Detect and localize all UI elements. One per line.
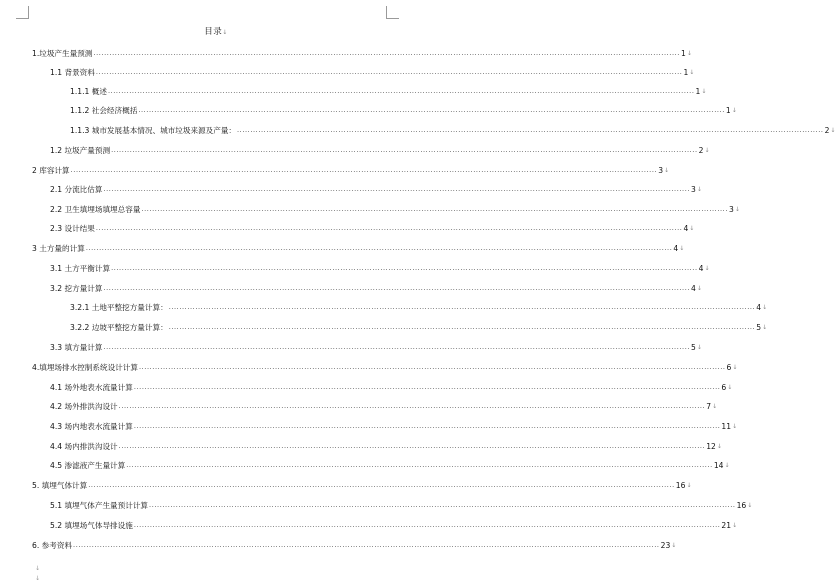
toc-entry-page: 4 xyxy=(698,264,704,273)
crop-mark-top-right xyxy=(386,6,399,19)
toc-entry[interactable] xyxy=(50,383,733,392)
toc-entry-page: 1 xyxy=(725,106,731,115)
paragraph-mark: ↓ xyxy=(696,344,702,351)
toc-entry-label: 3 土方量的计算 xyxy=(32,244,85,253)
toc-entry-label: 2.2 卫生填埋场填埋总容量 xyxy=(50,205,141,214)
paragraph-mark: ↓ xyxy=(701,88,707,95)
toc-entry-label: 5.2 填埋场气体导排设施 xyxy=(50,521,133,530)
toc-entry[interactable] xyxy=(70,303,768,312)
paragraph-mark: ↓ xyxy=(830,127,835,134)
toc-entry-page: 7 xyxy=(706,402,712,411)
toc-title-text: 目录 xyxy=(204,27,223,37)
paragraph-mark: ↓ xyxy=(696,186,702,193)
toc-entry-page: 4 xyxy=(691,284,696,293)
toc-entry-label: 2.3 设计结果 xyxy=(50,224,95,233)
toc-entry-page: 1 xyxy=(683,68,689,77)
toc-entry[interactable] xyxy=(70,126,835,135)
trailing-paragraph-mark: ↓ xyxy=(35,565,41,572)
paragraph-mark: ↓ xyxy=(747,502,753,509)
toc-entry[interactable] xyxy=(50,461,730,470)
toc-leader-dots: ............................................................................................................................................................................................................................ xyxy=(118,402,706,410)
toc-entry-label: 1.1.2 社会经济概括 xyxy=(70,106,138,115)
toc-entry-label: 3.3 填方量计算 xyxy=(50,343,103,352)
toc-entry-label: 4.填埋场排水控制系统设计计算 xyxy=(32,363,138,372)
toc-entry[interactable] xyxy=(32,541,677,550)
toc-entry[interactable] xyxy=(32,244,685,253)
toc-entry-page: 4 xyxy=(756,303,762,312)
toc-entry[interactable] xyxy=(50,224,695,233)
paragraph-mark: ↓ xyxy=(762,304,768,311)
toc-leader-dots: ............................................................................................................................................................................................................................ xyxy=(126,461,713,469)
paragraph-mark: ↓ xyxy=(689,69,695,76)
toc-entry-label: 4.4 场内排洪沟设计 xyxy=(50,442,118,451)
toc-entry[interactable] xyxy=(32,49,692,58)
toc-entry-page: 3 xyxy=(691,185,696,194)
toc-entry-label: 6. 参考资料 xyxy=(32,541,73,550)
paragraph-mark: ↓ xyxy=(734,206,740,213)
toc-entry-label: 5.1 填埋气体产生量预计计算 xyxy=(50,501,149,510)
toc-leader-dots: ............................................................................................................................................................................................................................ xyxy=(103,343,691,351)
toc-entry-page: 16 xyxy=(736,501,747,510)
toc-entry-label: 1.1.1 概述 xyxy=(70,87,107,96)
toc-entry-page: 2 xyxy=(698,146,704,155)
paragraph-mark: ↓ xyxy=(727,384,733,391)
paragraph-mark: ↓ xyxy=(762,324,768,331)
toc-entry-label: 1.2 垃圾产量预测 xyxy=(50,146,111,155)
toc-entry[interactable] xyxy=(50,402,718,411)
toc-leader-dots: ............................................................................................................................................................................................................................ xyxy=(73,541,660,549)
paragraph-mark: ↓ xyxy=(222,29,228,36)
toc-leader-dots: ............................................................................................................................................................................................................................ xyxy=(168,323,756,331)
toc-leader-dots: ............................................................................................................................................................................................................................ xyxy=(141,205,728,213)
toc-leader-dots: ............................................................................................................................................................................................................................ xyxy=(70,166,658,174)
toc-entry-page: 1 xyxy=(695,87,701,96)
toc-entry[interactable] xyxy=(50,343,702,352)
toc-entry[interactable] xyxy=(70,106,737,115)
toc-leader-dots: ............................................................................................................................................................................................................................ xyxy=(133,383,721,391)
paragraph-mark: ↓ xyxy=(732,522,738,529)
toc-entry-label: 2.1 分流比估算 xyxy=(50,185,103,194)
toc-entry-page: 14 xyxy=(713,461,724,470)
toc-entry-label: 4.1 场外地表水流量计算 xyxy=(50,383,133,392)
toc-leader-dots: ............................................................................................................................................................................................................................ xyxy=(103,185,691,193)
paragraph-mark: ↓ xyxy=(704,265,710,272)
toc-entry-label: 3.2 挖方量计算 xyxy=(50,284,103,293)
paragraph-mark: ↓ xyxy=(716,443,722,450)
toc-leader-dots: ............................................................................................................................................................................................................................ xyxy=(111,146,698,154)
paragraph-mark: ↓ xyxy=(731,107,737,114)
toc-entry[interactable] xyxy=(50,185,702,194)
paragraph-mark: ↓ xyxy=(671,542,677,549)
paragraph-mark: ↓ xyxy=(712,403,718,410)
toc-entry[interactable] xyxy=(50,68,695,77)
toc-entry-page: 21 xyxy=(721,521,732,530)
toc-leader-dots: ............................................................................................................................................................................................................................ xyxy=(237,126,824,134)
toc-entry[interactable] xyxy=(50,205,740,214)
toc-leader-dots: ............................................................................................................................................................................................................................ xyxy=(118,442,706,450)
toc-leader-dots: ............................................................................................................................................................................................................................ xyxy=(95,68,683,76)
paragraph-mark: ↓ xyxy=(679,245,685,252)
toc-entry[interactable] xyxy=(32,166,670,175)
toc-entry-page: 4 xyxy=(683,224,689,233)
toc-entry-page: 23 xyxy=(660,541,671,550)
paragraph-mark: ↓ xyxy=(704,147,710,154)
toc-leader-dots: ............................................................................................................................................................................................................................ xyxy=(138,363,726,371)
toc-entry-label: 4.3 场内地表水流量计算 xyxy=(50,422,133,431)
toc-entry[interactable] xyxy=(50,501,753,510)
toc-entry[interactable] xyxy=(50,442,722,451)
toc-entry-label: 4.2 场外排洪沟设计 xyxy=(50,402,118,411)
paragraph-mark: ↓ xyxy=(664,167,670,174)
toc-entry-page: 5 xyxy=(756,323,762,332)
toc-entry-page: 2 xyxy=(824,126,830,135)
paragraph-mark: ↓ xyxy=(686,50,692,57)
toc-entry-label: 1.1 背景资料 xyxy=(50,68,95,77)
paragraph-mark: ↓ xyxy=(689,225,695,232)
toc-leader-dots: ............................................................................................................................................................................................................................ xyxy=(133,521,721,529)
paragraph-mark: ↓ xyxy=(732,364,738,371)
toc-leader-dots: ............................................................................................................................................................................................................................ xyxy=(149,501,736,509)
toc-entry-label: 3.1 土方平衡计算 xyxy=(50,264,111,273)
toc-leader-dots: ............................................................................................................................................................................................................................ xyxy=(88,481,675,489)
toc-entry-label: 3.2.1 土地平整挖方量计算： xyxy=(70,303,168,312)
toc-entry-page: 6 xyxy=(721,383,727,392)
toc-entry-page: 5 xyxy=(691,343,696,352)
toc-entry[interactable] xyxy=(50,146,710,155)
toc-entry[interactable] xyxy=(70,87,707,96)
toc-entry-page: 3 xyxy=(658,166,664,175)
toc-leader-dots: ............................................................................................................................................................................................................................ xyxy=(93,49,680,57)
toc-entry[interactable] xyxy=(32,363,738,372)
crop-mark-top-left xyxy=(16,6,29,19)
toc-leader-dots: ............................................................................................................................................................................................................................ xyxy=(85,244,673,252)
paragraph-mark: ↓ xyxy=(686,482,692,489)
toc-entry[interactable] xyxy=(50,284,702,293)
toc-entry-label: 5. 填埋气体计算 xyxy=(32,481,88,490)
toc-entry-page: 12 xyxy=(706,442,716,451)
toc-leader-dots: ............................................................................................................................................................................................................................ xyxy=(103,284,691,292)
paragraph-mark: ↓ xyxy=(696,285,702,292)
toc-leader-dots: ............................................................................................................................................................................................................................ xyxy=(138,106,725,114)
toc-leader-dots: ............................................................................................................................................................................................................................ xyxy=(133,422,721,430)
toc-entry-label: 1.垃圾产生量预测 xyxy=(32,49,93,58)
toc-entry-page: 6 xyxy=(726,363,732,372)
toc-leader-dots: ............................................................................................................................................................................................................................ xyxy=(107,87,695,95)
toc-title xyxy=(0,25,432,37)
trailing-paragraph-mark: ↓ xyxy=(35,575,41,582)
toc-entry[interactable] xyxy=(70,323,768,332)
toc-leader-dots: ............................................................................................................................................................................................................................ xyxy=(168,303,756,311)
toc-entry-page: 3 xyxy=(729,205,734,214)
toc-entry-page: 4 xyxy=(673,244,679,253)
toc-entry[interactable] xyxy=(50,422,738,431)
toc-entry[interactable] xyxy=(50,264,710,273)
toc-entry-label: 3.2.2 边坡平整挖方量计算： xyxy=(70,323,168,332)
paragraph-mark: ↓ xyxy=(732,423,738,430)
toc-entry-label: 4.5 渗滤液产生量计算 xyxy=(50,461,126,470)
toc-entry[interactable] xyxy=(50,521,738,530)
toc-entry-page: 1 xyxy=(680,49,686,58)
toc-entry-page: 16 xyxy=(675,481,686,490)
paragraph-mark: ↓ xyxy=(724,462,730,469)
toc-entry-page: 11 xyxy=(721,422,732,431)
toc-entry[interactable] xyxy=(32,481,692,490)
toc-entry-label: 2 库容计算 xyxy=(32,166,70,175)
toc-leader-dots: ............................................................................................................................................................................................................................ xyxy=(95,224,683,232)
toc-entry-label: 1.1.3 城市发展基本情况、城市垃圾来源及产量： xyxy=(70,126,237,135)
toc-leader-dots: ............................................................................................................................................................................................................................ xyxy=(111,264,698,272)
